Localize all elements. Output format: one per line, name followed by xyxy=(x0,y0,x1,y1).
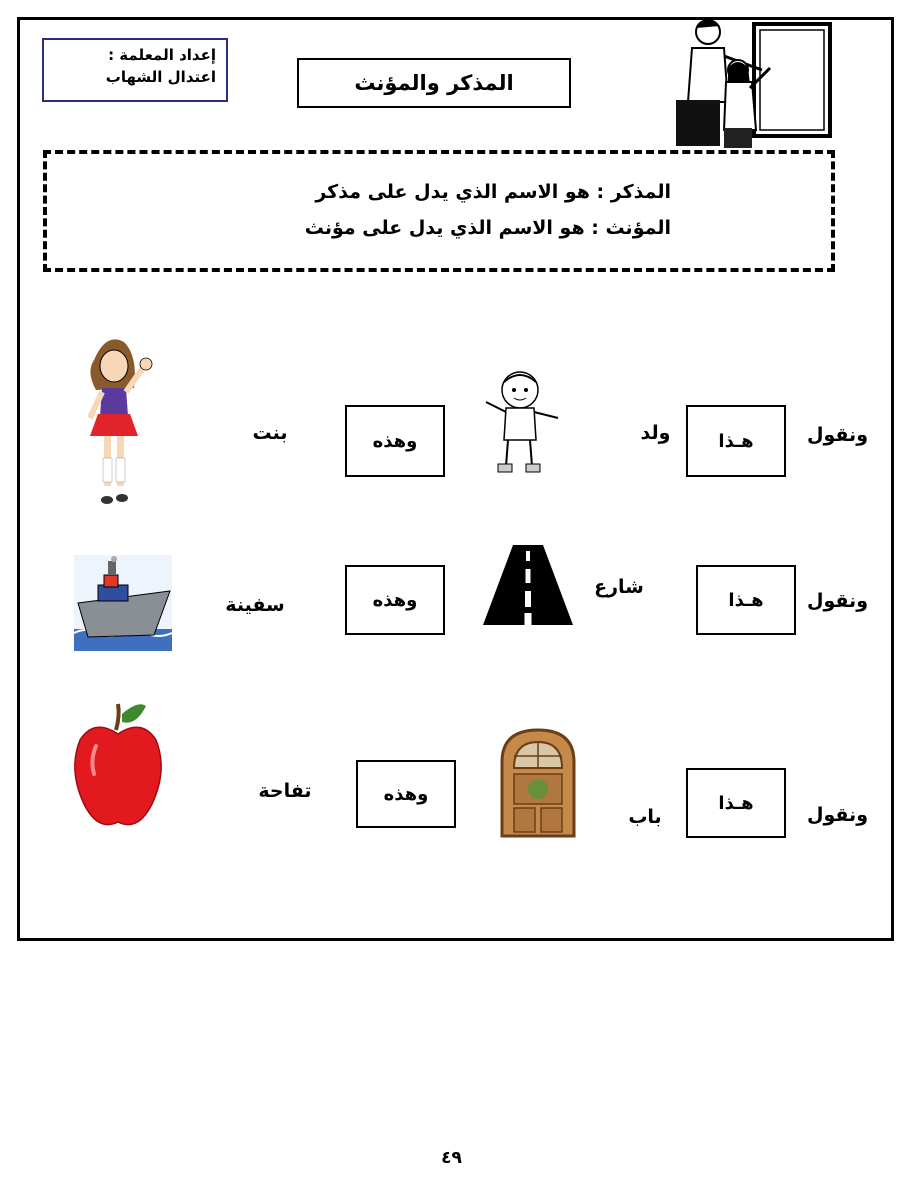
ship-icon xyxy=(74,555,172,651)
definitions-box xyxy=(43,150,835,272)
teacher-board-icon xyxy=(666,12,836,152)
fem-word: سفينة xyxy=(225,594,285,616)
fem-word: بنت xyxy=(252,422,288,444)
prepared-by-label: إعداد المعلمة : xyxy=(108,46,216,64)
prepared-by-box xyxy=(42,38,228,102)
say-label: ونقول xyxy=(806,590,869,612)
masc-word: ولد xyxy=(640,422,671,444)
fem-demonstrative-box: وهذه xyxy=(356,760,456,828)
say-label: ونقول xyxy=(806,804,869,826)
masc-demonstrative-box: هـذا xyxy=(686,405,786,477)
page-number: ٤٩ xyxy=(441,1148,462,1168)
boy-icon xyxy=(480,368,562,476)
fem-demonstrative-box: وهذه xyxy=(345,565,445,635)
masc-word: باب xyxy=(628,806,662,828)
prepared-by-name: اعتدال الشهاب xyxy=(105,68,216,86)
definition-feminine: المؤنث : هو الاسم الذي يدل على مؤنث xyxy=(304,217,671,239)
fem-demonstrative-box: وهذه xyxy=(345,405,445,477)
page-title: المذكر والمؤنث xyxy=(297,58,571,108)
masc-word: شارع xyxy=(594,576,644,598)
girl-icon xyxy=(76,332,156,512)
say-label: ونقول xyxy=(806,424,869,446)
masc-demonstrative-box: هـذا xyxy=(686,768,786,838)
fem-word: تفاحة xyxy=(258,780,312,802)
apple-icon xyxy=(72,700,164,832)
door-icon xyxy=(500,728,576,838)
definition-masculine: المذكر : هو الاسم الذي يدل على مذكر xyxy=(315,181,671,203)
road-icon xyxy=(483,545,573,627)
masc-demonstrative-box: هـذا xyxy=(696,565,796,635)
